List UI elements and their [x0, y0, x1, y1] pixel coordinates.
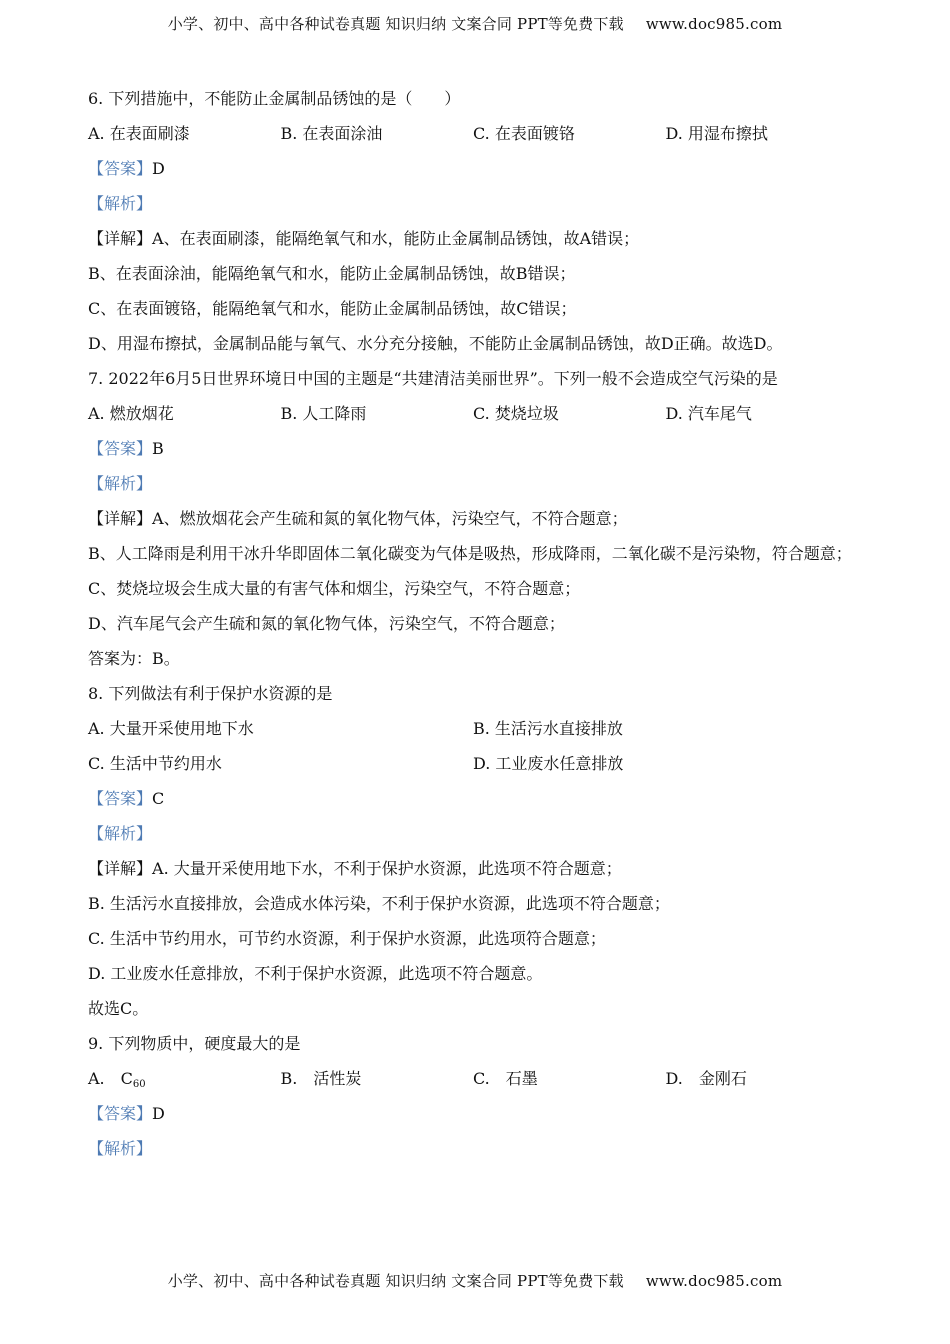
q7-answer [88, 438, 858, 473]
q6-stem: 6. 下列措施中，不能防止金属制品锈蚀的是（ ） [88, 89, 461, 108]
q9-analysis [88, 1138, 858, 1173]
q7-detail-3: C、焚烧垃圾会生成大量的有害气体和烟尘，污染空气，不符合题意； [88, 579, 581, 598]
q6-answer-value: D [152, 159, 165, 178]
q9-option-d: D. 金刚石 [665, 1069, 747, 1088]
q8-options-row-1 [88, 718, 858, 753]
q6-option-d: D. 用湿布擦拭 [665, 124, 768, 143]
q6-option-b: B. 在表面涂油 [280, 124, 383, 143]
detail-label: 【详解】 [88, 509, 153, 528]
q6-detail-text: A、在表面刷漆，能隔绝氧气和水，能防止金属制品锈蚀，故A错误； [152, 229, 640, 248]
q7-option-d: D. 汽车尾气 [665, 404, 752, 423]
q8-stem: 8. 下列做法有利于保护水资源的是 [88, 684, 333, 703]
q6-option-c: C. 在表面镀铬 [473, 124, 575, 143]
q7-detail-4: D、汽车尾气会产生硫和氮的氧化物气体，污染空气，不符合题意； [88, 614, 565, 633]
q7-answer-value: B [152, 439, 164, 458]
q7-analysis [88, 473, 858, 508]
header-text: 小学、初中、高中各种试卷真题 知识归纳 文案合同 PPT等免费下载 [167, 15, 624, 33]
q7-detail-5: 答案为：B。 [88, 649, 180, 668]
analysis-label: 【解析】 [88, 1139, 153, 1158]
q6-option-a: A. 在表面刷漆 [88, 124, 190, 143]
analysis-label: 【解析】 [88, 194, 153, 213]
q8-detail-1 [88, 858, 858, 893]
q7-option-a: A. 燃放烟花 [88, 404, 174, 423]
q8-analysis [88, 823, 858, 858]
q8-detail-text: A. 大量开采使用地下水，不利于保护水资源，此选项不符合题意； [152, 859, 622, 878]
q6-options [88, 123, 858, 158]
q9-option-c: C. 石墨 [473, 1069, 538, 1088]
q8-detail-4: D. 工业废水任意排放，不利于保护水资源，此选项不符合题意。 [88, 964, 543, 983]
q9-options [88, 1068, 858, 1103]
q7-stem: 7. 2022年6月5日世界环境日中国的主题是“共建清洁美丽世界”。下列一般不会造成空气污染的是 [88, 369, 778, 388]
q8-options-row-2 [88, 753, 858, 788]
page-header [0, 13, 950, 34]
analysis-label: 【解析】 [88, 474, 153, 493]
q9-answer [88, 1103, 858, 1138]
q6-detail-3: C、在表面镀铬，能隔绝氧气和水，能防止金属制品锈蚀，故C错误； [88, 299, 577, 318]
q7-options [88, 403, 858, 438]
q6-detail-1 [88, 228, 858, 263]
q6-detail-4: D、用湿布擦拭，金属制品能与氧气、水分充分接触，不能防止金属制品锈蚀，故D正确。故选D。 [88, 334, 783, 353]
q9-option-a-formula: C [120, 1069, 133, 1088]
q8-answer-value: C [152, 789, 165, 808]
q6-analysis [88, 193, 858, 228]
q8-detail-5: 故选C。 [88, 999, 149, 1018]
q8-answer [88, 788, 858, 823]
q8-option-d: D. 工业废水任意排放 [473, 754, 624, 773]
footer-text: 小学、初中、高中各种试卷真题 知识归纳 文案合同 PPT等免费下载 [167, 1272, 624, 1290]
q9-option-a [88, 1068, 281, 1103]
q9-option-a-prefix: A. [88, 1069, 105, 1088]
q8-detail-3: C. 生活中节约用水，可节约水资源，利于保护水资源，此选项符合题意； [88, 929, 606, 948]
q9-stem: 9. 下列物质中，硬度最大的是 [88, 1034, 301, 1053]
q8-option-b: B. 生活污水直接排放 [473, 719, 623, 738]
footer-site-link[interactable]: www.doc985.com [645, 1272, 783, 1290]
q8-option-c: C. 生活中节约用水 [88, 754, 222, 773]
page-footer [0, 1270, 950, 1291]
q8-option-a: A. 大量开采使用地下水 [88, 719, 254, 738]
q7-detail-2: B、人工降雨是利用干冰升华即固体二氧化碳变为气体是吸热，形成降雨，二氧化碳不是污染物，符合题意； [88, 544, 852, 563]
answer-label: 【答案】 [88, 159, 153, 178]
q6-answer [88, 158, 858, 193]
q9-answer-value: D [152, 1104, 165, 1123]
answer-label: 【答案】 [88, 1104, 153, 1123]
analysis-label: 【解析】 [88, 824, 153, 843]
detail-label: 【详解】 [88, 859, 153, 878]
detail-label: 【详解】 [88, 229, 153, 248]
q7-option-b: B. 人工降雨 [280, 404, 367, 423]
q8-detail-2: B. 生活污水直接排放，会造成水体污染，不利于保护水资源，此选项不符合题意； [88, 894, 670, 913]
answer-label: 【答案】 [88, 789, 153, 808]
q7-detail-text: A、燃放烟花会产生硫和氮的氧化物气体，污染空气，不符合题意； [152, 509, 628, 528]
header-site-link[interactable]: www.doc985.com [645, 15, 783, 33]
q9-option-a-subscript: 60 [132, 1079, 146, 1090]
document-body [88, 88, 858, 1173]
q9-option-b: B. 活性炭 [280, 1069, 362, 1088]
q7-option-c: C. 焚烧垃圾 [473, 404, 559, 423]
q6-detail-2: B、在表面涂油，能隔绝氧气和水，能防止金属制品锈蚀，故B错误； [88, 264, 576, 283]
answer-label: 【答案】 [88, 439, 153, 458]
